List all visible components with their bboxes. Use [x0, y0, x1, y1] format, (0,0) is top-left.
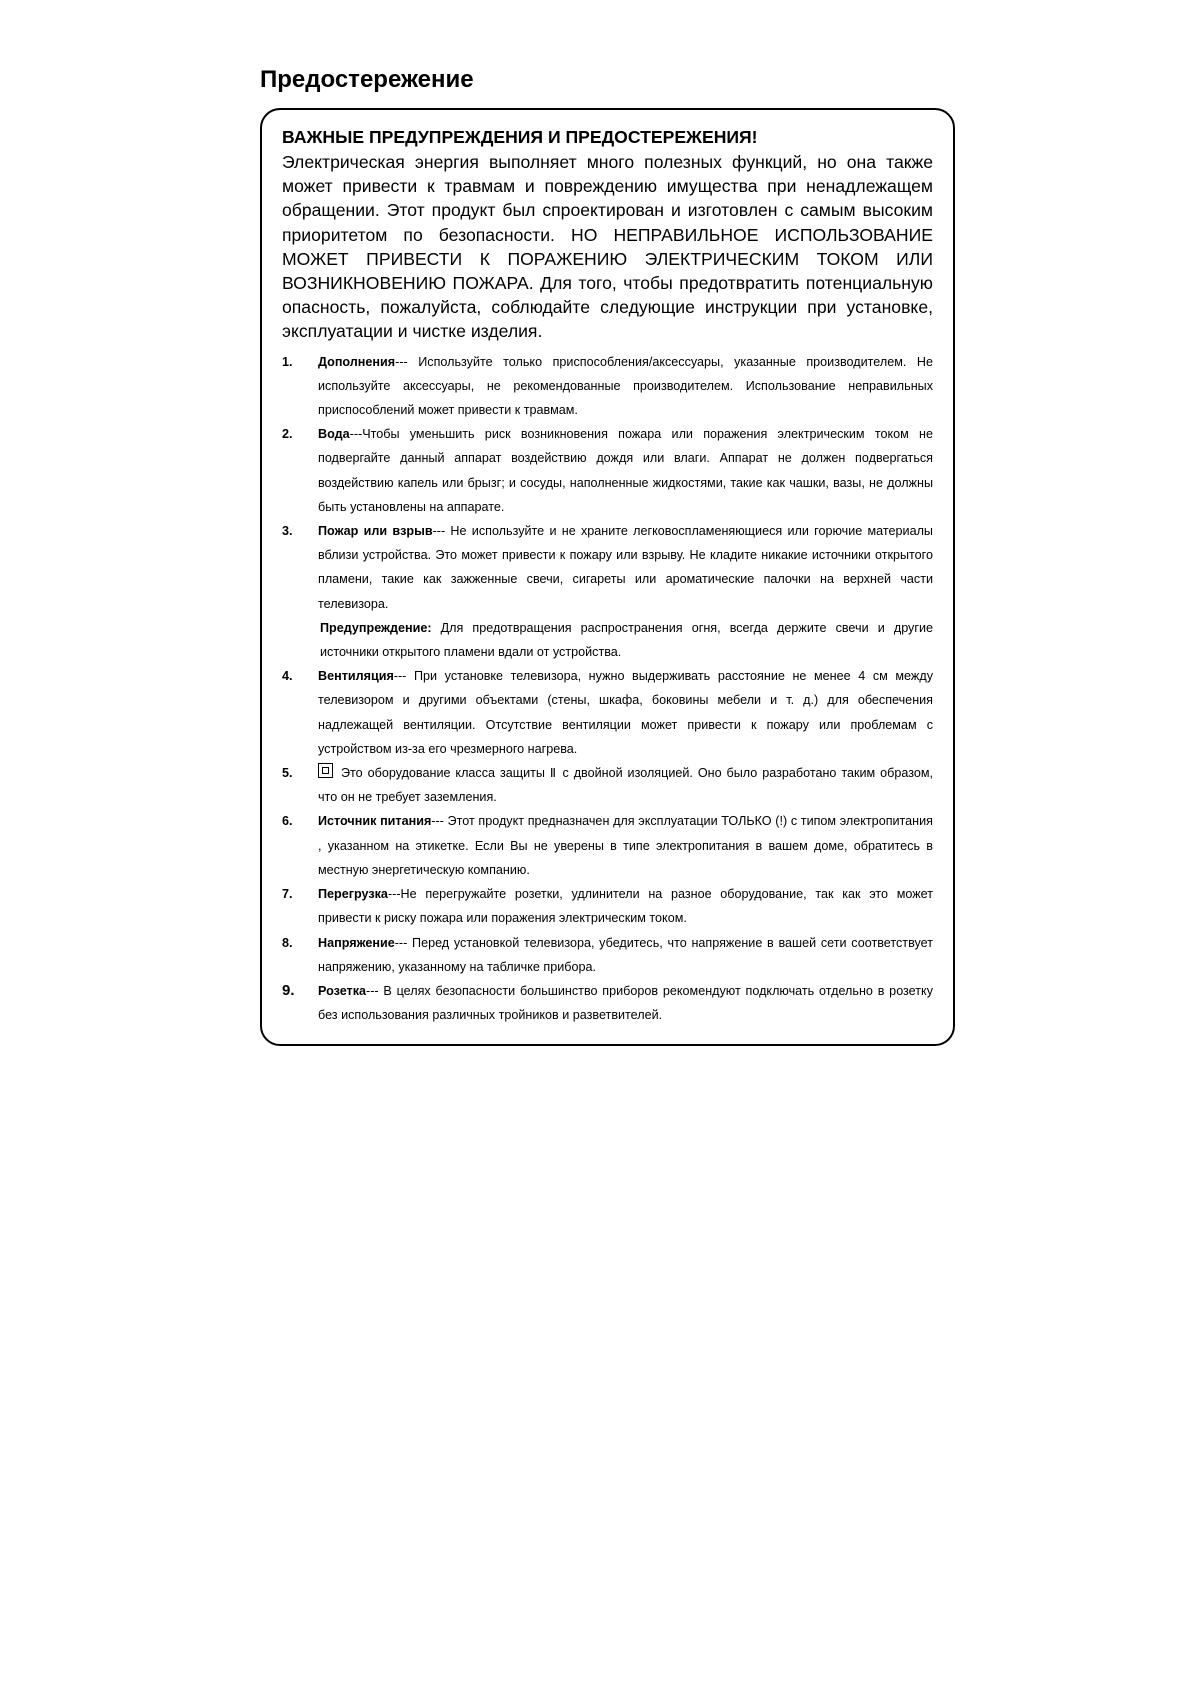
warnings-list: [282, 350, 933, 1028]
note-lead: Предупреждение:: [320, 620, 432, 635]
item-lead: Источник питания: [318, 814, 432, 829]
warnings-box: [260, 108, 955, 1046]
item-lead: Вода: [318, 427, 350, 442]
item-text: ---Чтобы уменьшить риск возникновения пожара или поражения электрическим током не подвергайте данный аппарат воздействию дождя или влаги. Аппарат не должен подвергаться воздействию капель или брызг; и сосуды, наполненные жидкостями, такие как чашки, вазы, не должны быть установлены на аппарате.: [318, 427, 933, 514]
item-number: 9.: [282, 981, 295, 999]
list-item-overload: [282, 882, 933, 930]
item-number: 4.: [282, 669, 293, 684]
item-text: --- Этот продукт предназначен для эксплуатации ТОЛЬКО (!) с типом электропитания , указанном на этикетке. Если Вы не уверены в типе электропитания в вашем доме, обратитесь в местную энергетическую компанию.: [318, 814, 933, 877]
intro-paragraph: Электрическая энергия выполняет много полезных функций, но она также может привести к травмам и повреждению имущества при ненадлежащем обращении. Этот продукт был спроектирован и изготовлен с самым высоким приоритетом по безопасности. НО НЕПРАВИЛЬНОЕ ИСПОЛЬЗОВАНИЕ МОЖЕТ ПРИВЕСТИ К ПОРАЖЕНИЮ ЭЛЕКТРИЧЕСКИМ ТОКОМ ИЛИ ВОЗНИКНОВЕНИЮ ПОЖАРА. Для того, чтобы предотвратить потенциальную опасность, пожалуйста, соблюдайте следующие инструкции при установке, эксплуатации и чистке изделия.: [282, 152, 933, 342]
item-lead: Вентиляция: [318, 669, 394, 684]
item-text: --- Используйте только приспособления/аксессуары, указанные производителем. Не используйте аксессуары, не рекомендованные производителем. Использование неправильных приспособлений может привести к травмам.: [318, 354, 933, 418]
item-lead: Пожар или взрыв: [318, 524, 433, 539]
item-text: --- В целях безопасности большинство приборов рекомендуют подключать отдельно в розетку без использования различных тройников и разветвителей.: [318, 983, 933, 1023]
item-lead: Напряжение: [318, 935, 395, 950]
item-lead: Розетка: [318, 983, 367, 998]
fire-warning-note: [318, 616, 933, 664]
list-item-fire: [282, 519, 933, 664]
item-number: 3.: [282, 524, 293, 539]
item-lead: Дополнения: [318, 354, 396, 369]
page-title: Предостережение: [260, 66, 474, 93]
item-text: Это оборудование класса защиты Ⅱ с двойной изоляцией. Оно было разработано таким образом, что он не требует заземления.: [318, 766, 933, 805]
double-insulation-icon: [318, 763, 333, 778]
item-number: 8.: [282, 935, 293, 950]
list-item-water: [282, 422, 933, 519]
item-number: 7.: [282, 887, 293, 902]
list-item-insulation: [282, 761, 933, 809]
item-lead: Перегрузка: [318, 887, 388, 902]
item-number: 2.: [282, 427, 293, 442]
list-item-accessories: [282, 350, 933, 423]
item-number: 5.: [282, 766, 293, 781]
list-item-ventilation: [282, 664, 933, 761]
list-item-voltage: [282, 931, 933, 979]
warnings-heading: ВАЖНЫЕ ПРЕДУПРЕЖДЕНИЯ И ПРЕДОСТЕРЕЖЕНИЯ!: [282, 127, 758, 147]
list-item-socket: [282, 979, 933, 1027]
item-text: --- При установке телевизора, нужно выдерживать расстояние не менее 4 см между телевизором и другими объектами (стены, шкафа, боковины мебели и т. д.) для обеспечения надлежащей вентиляции. Отсутствие вентиляции может привести к пожару или проблемам с устройством из-за его чрезмерного нагрева.: [318, 669, 933, 756]
item-number: 6.: [282, 814, 293, 829]
item-text: --- Перед установкой телевизора, убедитесь, что напряжение в вашей сети соответствует напряжению, указанному на табличке прибора.: [318, 935, 933, 974]
note-text: Для предотвращения распространения огня, всегда держите свечи и другие источники открытого пламени вдали от устройства.: [320, 620, 933, 660]
list-item-power-source: [282, 809, 933, 882]
item-number: 1.: [282, 354, 293, 369]
item-text: ---Не перегружайте розетки, удлинители на разное оборудование, так как это может привести к риску пожара или поражения электрическим током.: [318, 887, 933, 926]
item-text: --- Не используйте и не храните легковоспламеняющиеся или горючие материалы вблизи устройства. Это может привести к пожару или взрыву. Не кладите никакие источники открытого пламени, такие как зажженные свечи, сигареты или ароматические палочки на верхней части телевизора.: [318, 524, 933, 611]
